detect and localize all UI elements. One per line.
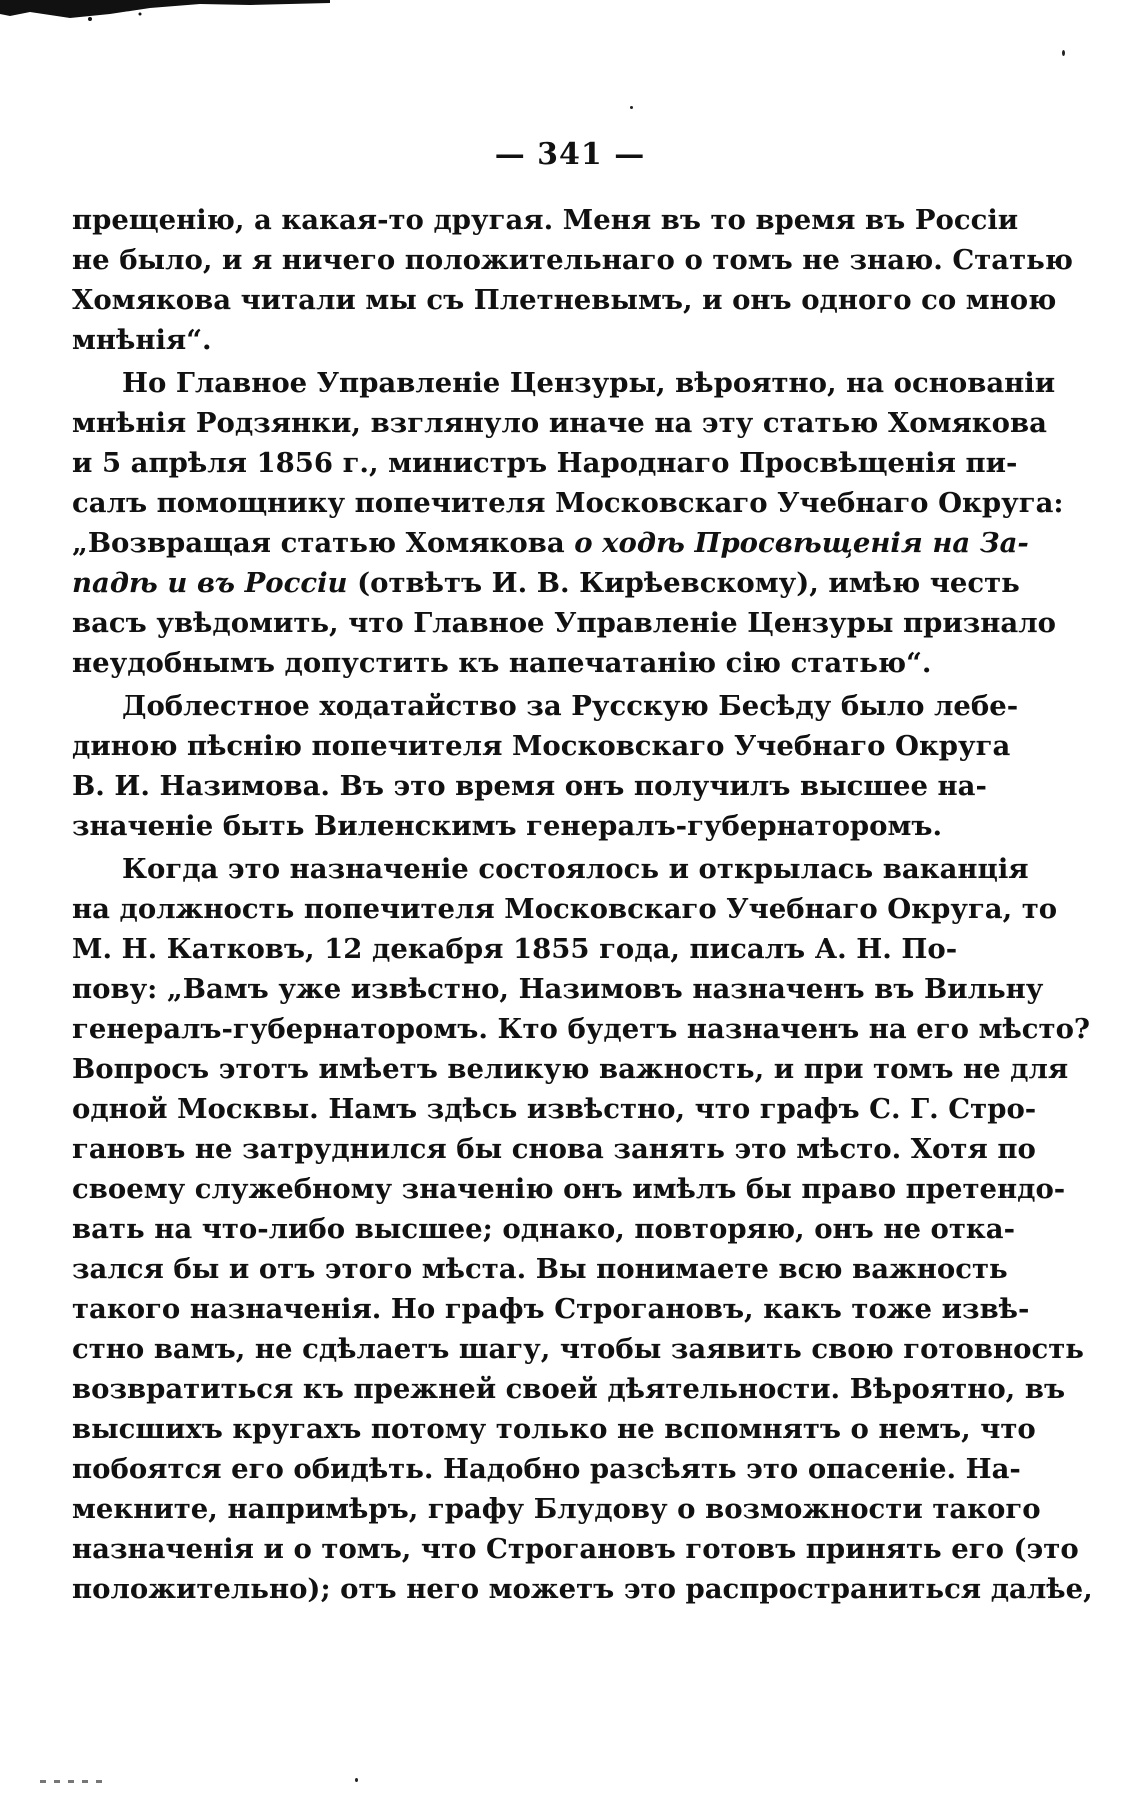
text-line: назначенія и о томъ, что Строгановъ готовъ принять его (это [72,1533,1079,1565]
text-line: генералъ-губернаторомъ. Кто будетъ назначенъ на его мѣсто? [72,1013,1091,1045]
text-run: „Возвращая статью Хомякова [72,527,575,559]
text-line: пову: „Вамъ уже извѣстно, Назимовъ назначенъ въ Вильну [72,973,1044,1005]
italic-title: о ходѣ Просвѣщенія на За- [574,527,1029,559]
text-line: мнѣнія“. [72,324,212,356]
text-line: вать на что-либо высшее; однако, повторяю, онъ не отка- [72,1213,1016,1245]
text-line: такого назначенія. Но графъ Строгановъ, какъ тоже извѣ- [72,1293,1030,1325]
text-line: М. Н. Катковъ, 12 декабря 1855 года, писалъ А. Н. По- [72,933,958,965]
text-line: прещенію, а какая-то другая. Меня въ то время въ Россіи [72,204,1019,236]
text-line: Вопросъ этотъ имѣетъ великую важность, и при томъ не для [72,1053,1069,1085]
page-text [72,200,1093,1609]
text-line: положительно); отъ него можетъ это распространиться далѣе, [72,1573,1093,1605]
text-line: Хомякова читали мы съ Плетневымъ, и онъ одного со мною [72,284,1057,316]
scan-ink-smudge [0,0,330,22]
text-line: мекните, напримѣръ, графу Блудову о возможности такого [72,1493,1041,1525]
italic-title: падѣ и въ Россіи [72,567,348,599]
text-line: Но Главное Управленіе Цензуры, вѣроятно, на основаніи [122,367,1056,399]
text-line: возвратиться къ прежней своей дѣятельности. Вѣроятно, въ [72,1373,1066,1405]
text-line: Когда это назначеніе состоялось и открылась ваканція [122,853,1029,885]
text-line: не было, и я ничего положительнаго о томъ не знаю. Статью [72,244,1073,276]
text-line-with-italic [72,563,1020,603]
text-line: значеніе быть Виленскимъ генералъ-губернаторомъ. [72,810,943,842]
text-line: гановъ не затруднился бы снова занять это мѣсто. Хотя по [72,1133,1036,1165]
text-line: зался бы и отъ этого мѣста. Вы понимаете всю важность [72,1253,1008,1285]
paragraph [72,849,1093,1609]
text-line: мнѣнія Родзянки, взглянуло иначе на эту статью Хомякова [72,407,1047,439]
paragraph [72,686,1019,846]
text-line: диною пѣснію попечителя Московскаго Учебнаго Округа [72,730,1011,762]
text-line: В. И. Назимова. Въ это время онъ получилъ высшее на- [72,770,987,802]
text-line-with-italic [72,523,1029,563]
scan-speck [355,1778,358,1782]
paragraph [72,363,1064,683]
text-line: салъ помощнику попечителя Московскаго Учебнаго Округа: [72,487,1064,519]
text-line: стно вамъ, не сдѣлаетъ шагу, чтобы заявить свою готовность [72,1333,1084,1365]
scan-bottom-mark [40,1780,110,1783]
scan-speck [1062,50,1065,56]
text-line: одной Москвы. Намъ здѣсь извѣстно, что графъ С. Г. Стро- [72,1093,1037,1125]
text-line: неудобнымъ допустить къ напечатанію сію статью“. [72,647,932,679]
text-line: своему служебному значенію онъ имѣлъ бы право претендо- [72,1173,1066,1205]
text-line: высшихъ кругахъ потому только не вспомнятъ о немъ, что [72,1413,1036,1445]
text-line: и 5 апрѣля 1856 г., министръ Народнаго Просвѣщенія пи- [72,447,1018,479]
scan-speck [630,106,633,109]
paragraph [72,200,1073,360]
page-number: — 341 — [494,137,646,172]
text-line: побоятся его обидѣть. Надобно разсѣять это опасеніе. На- [72,1453,1021,1485]
text-line: Доблестное ходатайство за Русскую Бесѣду было лебе- [122,690,1019,722]
text-run: (отвѣтъ И. В. Кирѣевскому), имѣю честь [347,567,1020,599]
text-line: на должность попечителя Московскаго Учебнаго Округа, то [72,893,1058,925]
text-line: васъ увѣдомить, что Главное Управленіе Цензуры признало [72,607,1056,639]
